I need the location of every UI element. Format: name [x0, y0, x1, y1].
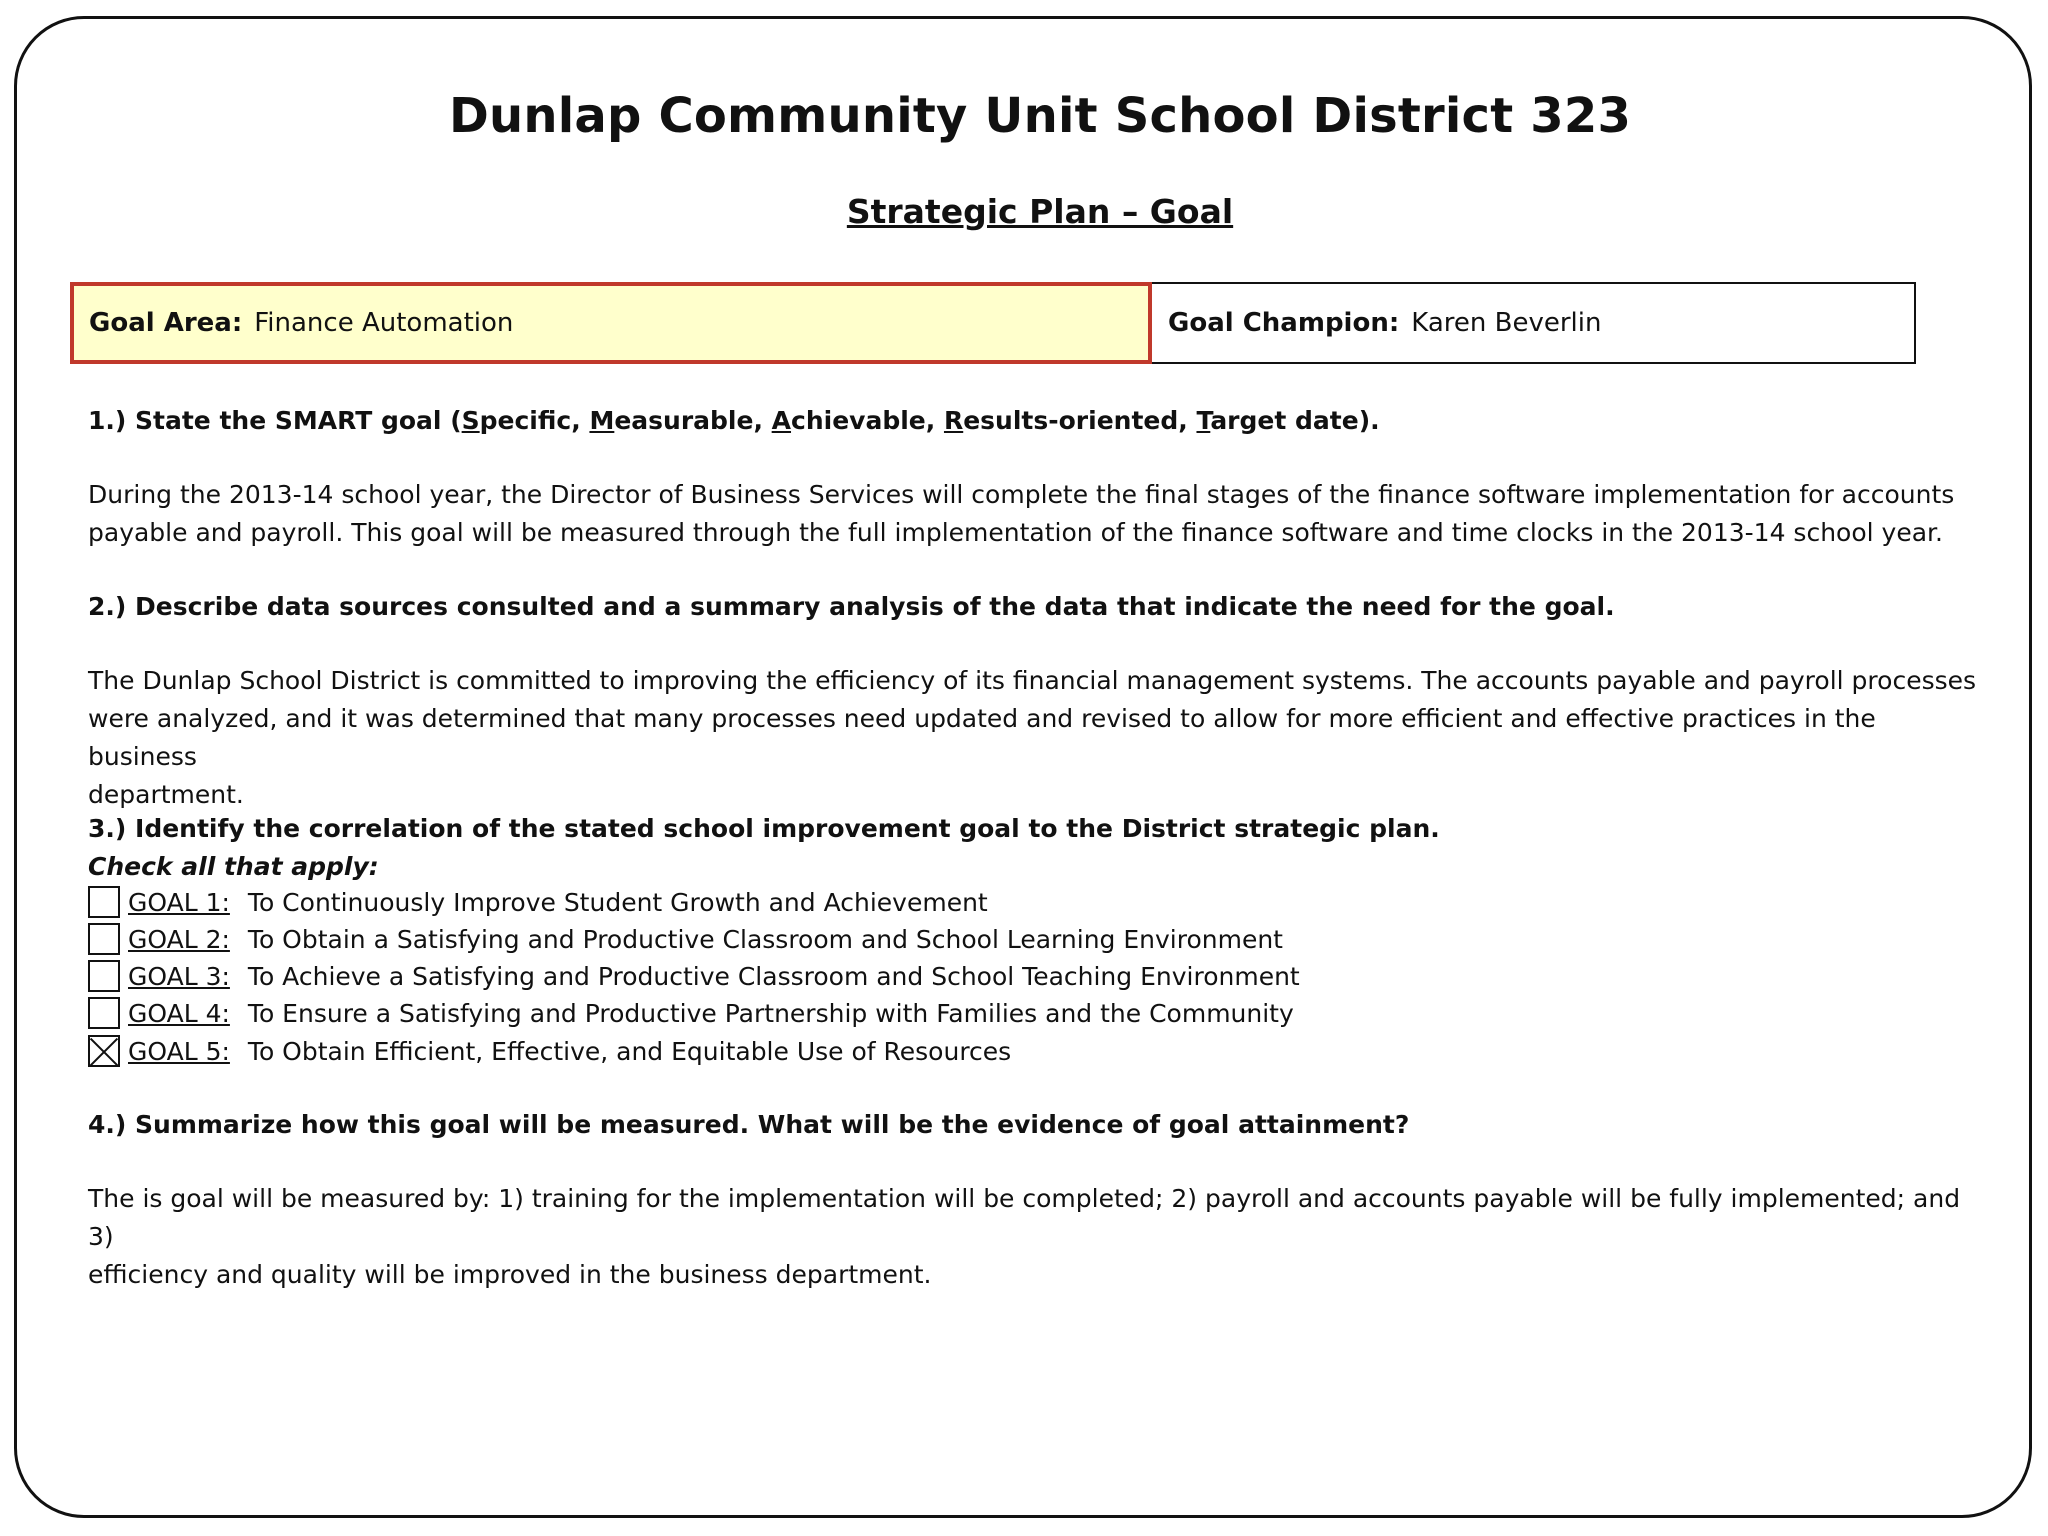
goal-checkbox-row[interactable]	[88, 884, 988, 920]
goal-champion-cell	[1152, 282, 1916, 364]
question-3-instruction: Check all that apply:	[88, 852, 379, 881]
goal-5-checkbox[interactable]	[88, 1035, 120, 1067]
goal-4-checkbox[interactable]	[88, 997, 120, 1029]
question-3	[88, 810, 1988, 886]
goal-description: To Achieve a Satisfying and Productive Classroom and School Teaching Environment	[247, 961, 1300, 991]
goal-area-cell	[70, 282, 1152, 364]
question-2-text: 2.) Describe data sources consulted and a summary analysis of the data that indicate the need for the goal.	[88, 592, 1615, 621]
answer-1	[88, 476, 1988, 552]
page-title: Dunlap Community Unit School District 323	[448, 88, 1632, 144]
answer-1-line: During the 2013-14 school year, the Director of Business Services will complete the final stages of the finance software implementation for accounts	[88, 480, 1955, 509]
answer-2-line: department.	[88, 780, 244, 809]
answer-4	[88, 1180, 1988, 1294]
goal-code: GOAL 3:	[128, 961, 230, 991]
goal-code: GOAL 4:	[128, 998, 230, 1028]
goal-1-checkbox[interactable]	[88, 886, 120, 918]
question-1-text: 1.) State the SMART goal (Specific, Measurable, Achievable, Results-oriented, Target date).	[88, 406, 1380, 435]
goal-checkbox-row[interactable]	[88, 1033, 1011, 1069]
page-subtitle: Strategic Plan – Goal	[846, 192, 1234, 231]
goal-description: To Obtain Efficient, Effective, and Equitable Use of Resources	[247, 1036, 1012, 1066]
question-4	[88, 1106, 1988, 1144]
goal-champion-value: Karen Beverlin	[1411, 308, 1602, 338]
goal-description: To Obtain a Satisfying and Productive Classroom and School Learning Environment	[247, 924, 1283, 954]
answer-4-line: efficiency and quality will be improved in the business department.	[88, 1260, 932, 1289]
answer-1-line: payable and payroll. This goal will be measured through the full implementation of the finance software and time clocks in the 2013-14 school year.	[88, 518, 1943, 547]
goal-area-label: Goal Area:	[89, 308, 243, 338]
goal-checkbox-row[interactable]	[88, 995, 1294, 1031]
goal-checkbox-row[interactable]	[88, 958, 1300, 994]
goal-description: To Continuously Improve Student Growth and Achievement	[247, 887, 988, 917]
goal-code: GOAL 1:	[128, 887, 230, 917]
goal-checkbox-row[interactable]	[88, 921, 1283, 957]
question-1	[88, 402, 1988, 440]
answer-2	[88, 662, 1988, 814]
goal-2-checkbox[interactable]	[88, 923, 120, 955]
answer-4-line: The is goal will be measured by: 1) training for the implementation will be completed; 2) payroll and accounts payable will be fully implemented; and 3)	[88, 1184, 1961, 1251]
goal-champion-label: Goal Champion:	[1168, 308, 1400, 338]
answer-2-line: The Dunlap School District is committed to improving the efficiency of its financial management systems. The accounts payable and payroll processes	[88, 666, 1977, 695]
question-2	[88, 588, 1988, 626]
question-4-text: 4.) Summarize how this goal will be measured. What will be the evidence of goal attainment?	[88, 1110, 1410, 1139]
goal-3-checkbox[interactable]	[88, 960, 120, 992]
answer-2-line: were analyzed, and it was determined that many processes need updated and revised to allow for more efficient and effective practices in the business	[88, 704, 1876, 771]
question-3-text: 3.) Identify the correlation of the stated school improvement goal to the District strategic plan.	[88, 814, 1440, 843]
goal-description: To Ensure a Satisfying and Productive Partnership with Families and the Community	[247, 998, 1294, 1028]
goal-code: GOAL 2:	[128, 924, 230, 954]
goal-code: GOAL 5:	[128, 1036, 230, 1066]
goal-area-value: Finance Automation	[254, 308, 514, 338]
